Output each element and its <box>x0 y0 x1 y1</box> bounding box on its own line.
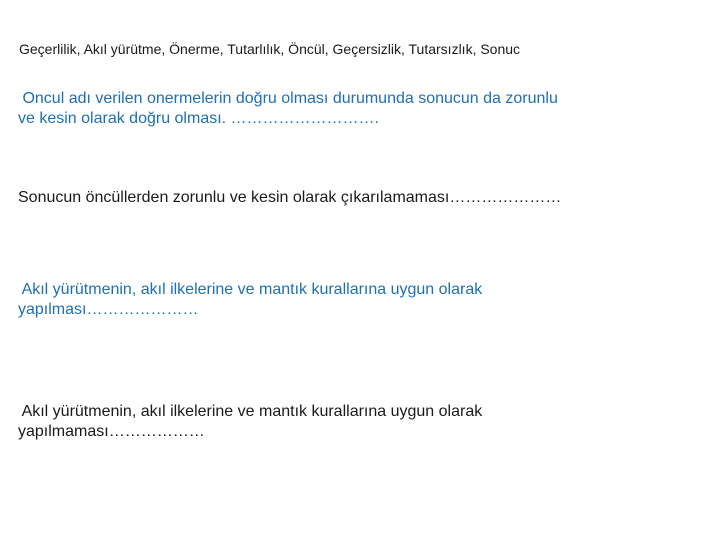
question-item-2 <box>18 188 698 208</box>
question-line: yapılmaması……………… <box>18 423 205 440</box>
word-bank: Geçerlilik, Akıl yürütme, Önerme, Tutarlılık, Öncül, Geçersizlik, Tutarsızlık, Sonuc <box>19 41 521 57</box>
question-item-1 <box>18 89 698 129</box>
question-line: Sonucun öncüllerden zorunlu ve kesin olarak çıkarılamaması………………… <box>18 189 562 206</box>
question-item-3 <box>18 280 698 320</box>
question-line: Akıl yürütmenin, akıl ilkelerine ve mantık kurallarına uygun olarak <box>18 403 483 420</box>
question-line: ve kesin olarak doğru olması. ………………………. <box>18 110 379 127</box>
question-line: Oncul adı verilen onermelerin doğru olması durumunda sonucun da zorunlu <box>18 90 558 107</box>
question-line: yapılması………………… <box>18 301 199 318</box>
question-item-4 <box>18 402 698 442</box>
question-line: Akıl yürütmenin, akıl ilkelerine ve mantık kurallarına uygun olarak <box>18 281 483 298</box>
